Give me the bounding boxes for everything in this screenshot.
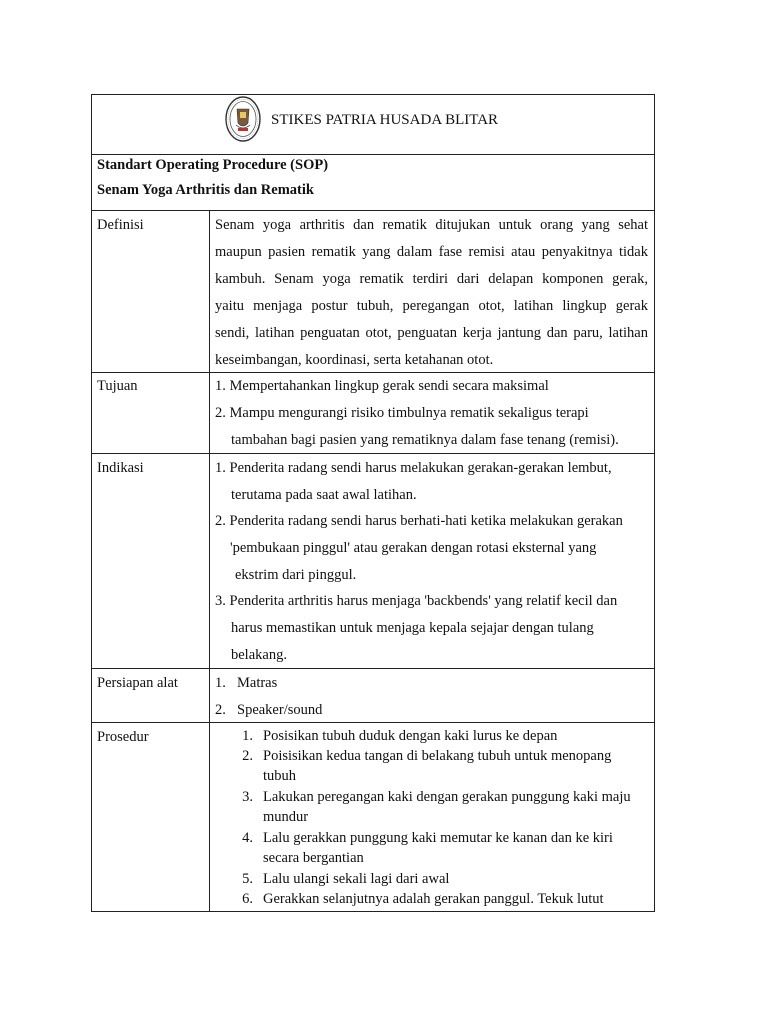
tujuan-line: 2. Mampu mengurangi risiko timbulnya rematik sekaligus terapi — [215, 405, 589, 421]
tujuan-line: 1. Mempertahankan lingkup gerak sendi secara maksimal — [215, 378, 549, 394]
sop-subtitle: Senam Yoga Arthritis dan Rematik — [97, 182, 314, 198]
prosedur-list — [215, 726, 648, 910]
prosedur-step-num: 2. — [242, 748, 253, 764]
prosedur-step-text: tubuh — [263, 768, 297, 784]
definisi-line: keseimbangan, koordinasi, serta ketahanan otot. — [215, 352, 494, 368]
indikasi-line: 1. Penderita radang sendi harus melakukan gerakan-gerakan lembut, — [215, 460, 612, 476]
definisi-line: yaitu menjaga postur tubuh, peregangan otot, latihan lingkup gerak — [215, 298, 648, 314]
definisi-line: sendi, latihan penguatan otot, penguatan kerja jantung dan paru, latihan — [215, 325, 648, 341]
prosedur-step-text: Lakukan peregangan kaki dengan gerakan punggung kaki maju — [263, 789, 631, 805]
divider-definisi — [91, 372, 655, 373]
divider-title — [91, 210, 655, 211]
prosedur-step-text: mundur — [263, 809, 309, 825]
prosedur-step-text: secara bergantian — [263, 850, 364, 866]
persiapan-item — [215, 674, 648, 692]
row-label-tujuan: Tujuan — [97, 378, 138, 394]
tujuan-line: tambahan bagi pasien yang rematiknya dalam fase tenang (remisi). — [231, 432, 619, 448]
persiapan-item-num: 1. — [215, 675, 226, 691]
column-divider — [209, 211, 210, 912]
divider-header — [91, 154, 655, 155]
divider-persiapan — [91, 722, 655, 723]
definisi-line: kambuh. Senam yoga rematik terdiri dari delapan komponen gerak, — [215, 271, 648, 287]
indikasi-line: 2. Penderita radang sendi harus berhati-hati ketika melakukan gerakan — [215, 513, 623, 529]
prosedur-step-text: Lalu gerakkan punggung kaki memutar ke kanan dan ke kiri — [263, 830, 613, 846]
indikasi-line: belakang. — [231, 647, 287, 663]
row-label-indikasi: Indikasi — [97, 460, 144, 476]
row-label-prosedur: Prosedur — [97, 729, 149, 745]
indikasi-line: 'pembukaan pinggul' atau gerakan dengan rotasi eksternal yang — [230, 540, 597, 556]
indikasi-line: ekstrim dari pinggul. — [235, 567, 357, 583]
indikasi-line: terutama pada saat awal latihan. — [231, 487, 417, 503]
prosedur-step-num: 3. — [242, 789, 253, 805]
prosedur-step-text: Gerakkan selanjutnya adalah gerakan panggul. Tekuk lutut — [263, 891, 604, 907]
indikasi-line: 3. Penderita arthritis harus menjaga 'backbends' yang relatif kecil dan — [215, 593, 618, 609]
prosedur-step-num: 5. — [242, 871, 253, 887]
persiapan-item — [215, 701, 648, 719]
institution-name: STIKES PATRIA HUSADA BLITAR — [271, 112, 499, 128]
sop-title: Standart Operating Procedure (SOP) — [97, 157, 329, 173]
persiapan-item-text: Speaker/sound — [237, 702, 323, 718]
divider-indikasi — [91, 668, 655, 669]
row-label-persiapan: Persiapan alat — [97, 675, 178, 691]
institution-logo — [224, 95, 262, 143]
prosedur-step-text: Posisikan tubuh duduk dengan kaki lurus ke depan — [263, 728, 558, 744]
definisi-line: maupun pasien rematik yang dalam fase remisi atau penyakitnya tidak — [215, 244, 648, 260]
divider-tujuan — [91, 453, 655, 454]
indikasi-line: harus memastikan untuk menjaga kepala sejajar dengan tulang — [231, 620, 594, 636]
prosedur-step-num: 1. — [242, 728, 253, 744]
persiapan-item-text: Matras — [237, 675, 278, 691]
definisi-line: Senam yoga arthritis dan rematik ditujukan untuk orang yang sehat — [215, 217, 648, 233]
prosedur-step-num: 6. — [242, 891, 253, 907]
prosedur-step-text: Lalu ulangi sekali lagi dari awal — [263, 871, 450, 887]
prosedur-step-text: Poisisikan kedua tangan di belakang tubuh untuk menopang — [263, 748, 612, 764]
persiapan-item-num: 2. — [215, 702, 226, 718]
prosedur-step-num: 4. — [242, 830, 253, 846]
row-label-definisi: Definisi — [97, 217, 144, 233]
